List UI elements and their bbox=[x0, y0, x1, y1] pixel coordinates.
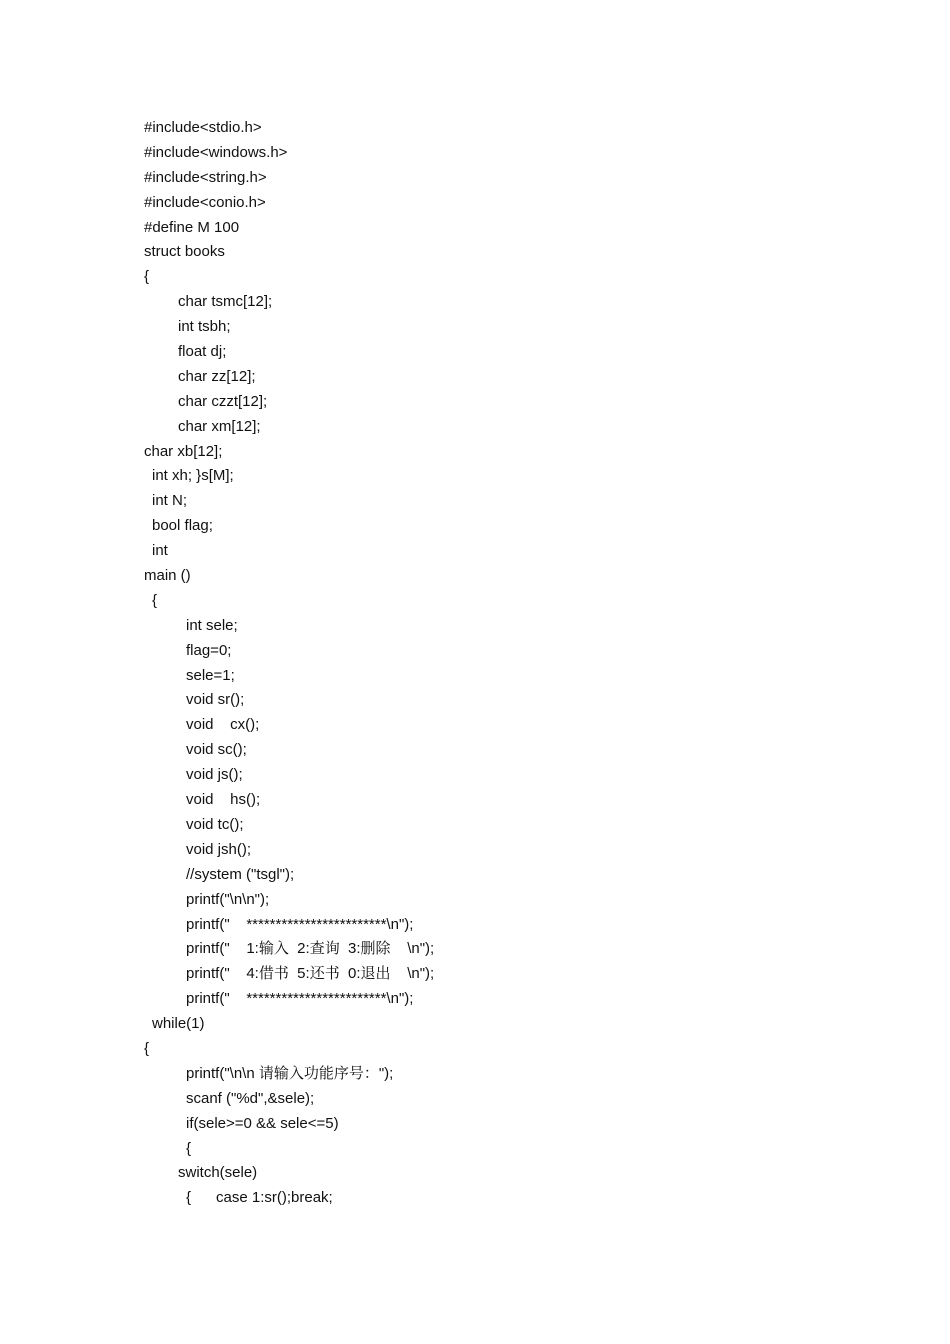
code-line: char zz[12]; bbox=[178, 367, 256, 385]
code-line: { bbox=[144, 268, 150, 286]
code-line: int xh; }s[M]; bbox=[152, 467, 234, 485]
code-line: { bbox=[152, 591, 158, 609]
code-line: bool flag; bbox=[152, 517, 213, 535]
code-line: //system ("tsgl"); bbox=[186, 865, 295, 883]
code-line: char tsmc[12]; bbox=[178, 293, 273, 311]
code-line: main () bbox=[144, 567, 191, 585]
code-line: char czzt[12]; bbox=[178, 392, 268, 410]
code-line: int bbox=[152, 542, 168, 560]
code-line: char xm[12]; bbox=[178, 417, 261, 435]
code-line: printf(" 1:输入 2:查询 3:删除 \n"); bbox=[186, 940, 435, 958]
code-line: void tc(); bbox=[186, 815, 244, 833]
code-line: int N; bbox=[152, 492, 188, 510]
code-line: switch(sele) bbox=[178, 1164, 258, 1182]
code-line: void js(); bbox=[186, 766, 243, 784]
code-line: scanf ("%d",&sele); bbox=[186, 1089, 315, 1107]
code-line: #define M 100 bbox=[144, 218, 240, 236]
code-line: printf(" 4:借书 5:还书 0:退出 \n"); bbox=[186, 965, 435, 983]
code-line: { bbox=[144, 1039, 150, 1057]
code-line: printf(" ************************\n"); bbox=[186, 915, 414, 933]
code-line: printf("\n\n"); bbox=[186, 890, 270, 908]
code-line: void cx(); bbox=[186, 716, 260, 734]
code-line: #include<conio.h> bbox=[144, 193, 266, 211]
code-line: printf("\n\n 请输入功能序号："); bbox=[186, 1064, 394, 1082]
code-line: #include<string.h> bbox=[144, 168, 267, 186]
code-line: char xb[12]; bbox=[144, 442, 223, 460]
code-line: struct books bbox=[144, 243, 225, 261]
code-line: int tsbh; bbox=[178, 318, 231, 336]
code-line: void hs(); bbox=[186, 791, 261, 809]
code-line: flag=0; bbox=[186, 641, 232, 659]
code-line: void sc(); bbox=[186, 741, 247, 759]
code-line: void jsh(); bbox=[186, 840, 252, 858]
code-line: { bbox=[186, 1139, 192, 1157]
code-line: float dj; bbox=[178, 343, 227, 361]
code-listing bbox=[144, 116, 864, 1211]
code-line: if(sele>=0 && sele<=5) bbox=[186, 1114, 339, 1132]
code-line: printf(" ************************\n"); bbox=[186, 990, 414, 1008]
code-line: void sr(); bbox=[186, 691, 245, 709]
code-line: sele=1; bbox=[186, 666, 235, 684]
code-line: int sele; bbox=[186, 616, 238, 634]
code-line: #include<windows.h> bbox=[144, 143, 288, 161]
code-line: while(1) bbox=[152, 1015, 205, 1033]
code-line: { case 1:sr();break; bbox=[186, 1189, 333, 1207]
code-line: #include<stdio.h> bbox=[144, 119, 262, 136]
